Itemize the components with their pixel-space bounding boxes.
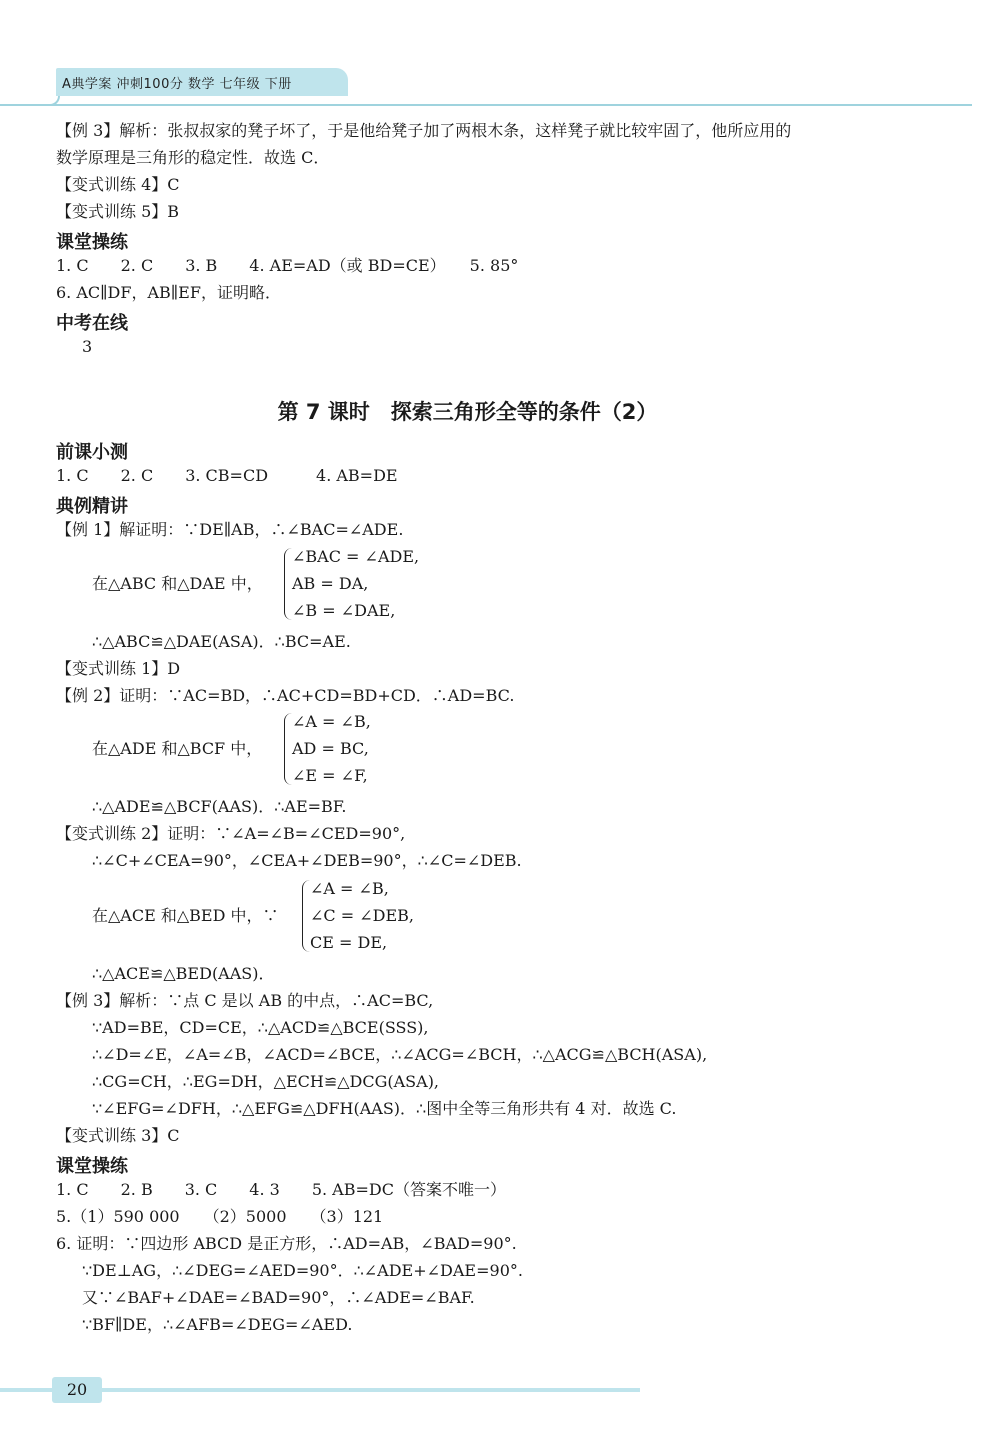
system-line: ∠A = ∠B,	[292, 712, 371, 731]
section-heading: 课堂操练	[56, 1156, 128, 1177]
system-line: AD = BC,	[292, 739, 369, 758]
text-line: 【例 2】证明：∵AC=BD，∴AC+CD=BD+CD．∴AD=BC.	[56, 686, 515, 705]
lesson-title: 第 7 课时 探索三角形全等的条件（2）	[277, 400, 658, 424]
text-line: 【变式训练 1】D	[56, 659, 181, 678]
text-line: 数学原理是三角形的稳定性．故选 C．	[56, 148, 330, 167]
text-line: 1. C 2. C 3. CB=CD 4. AB=DE	[56, 466, 398, 485]
system-line: ∠BAC = ∠ADE,	[292, 547, 420, 566]
text-line: ∴△ACE≌△BED(AAS)．	[92, 964, 275, 983]
text-line: 在△ABC 和△DAE 中，	[92, 574, 263, 593]
text-line: 5.（1）590 000 （2）5000 （3）121	[56, 1207, 384, 1226]
system-line: AB = DA,	[292, 574, 369, 593]
running-header	[56, 68, 348, 96]
text-line: 【例 3】解析：∵点 C 是以 AB 的中点，∴AC=BC,	[56, 991, 434, 1010]
section-heading: 课堂操练	[56, 232, 128, 253]
text-line: 在△ADE 和△BCF 中，	[92, 739, 263, 758]
text-line: ∵DE⊥AG，∴∠DEG=∠AED=90°．∴∠ADE+∠DAE=90°.	[82, 1261, 523, 1280]
text-line: 1. C 2. C 3. B 4. AE=AD（或 BD=CE） 5. 85°	[56, 256, 519, 275]
page-number: 20	[52, 1377, 102, 1403]
text-line: 【例 3】解析：张叔叔家的凳子坏了，于是他给凳子加了两根木条，这样凳子就比较牢固了，他所应用的	[56, 121, 792, 140]
text-line: 6. AC∥DF，AB∥EF，证明略．	[56, 283, 281, 302]
text-line: ∴△ADE≌△BCF(AAS)．∴AE=BF.	[92, 797, 347, 816]
system-line: ∠A = ∠B,	[310, 879, 389, 898]
text-line: 在△ACE 和△BED 中，∵	[92, 906, 279, 925]
text-line: 1. C 2. B 3. C 4. 3 5. AB=DC（答案不唯一）	[56, 1180, 506, 1199]
system-line: CE = DE,	[310, 933, 388, 952]
text-line: ∵AD=BE，CD=CE，∴△ACD≌△BCE(SSS),	[92, 1018, 429, 1037]
text-line: 6. 证明：∵四边形 ABCD 是正方形，∴AD=AB，∠BAD=90°.	[56, 1234, 517, 1253]
system-line: ∠C = ∠DEB,	[310, 906, 414, 925]
text-line: ∴CG=CH，∴EG=DH，△ECH≌△DCG(ASA),	[92, 1072, 440, 1091]
text-line: ∴∠C+∠CEA=90°，∠CEA+∠DEB=90°，∴∠C=∠DEB.	[92, 851, 522, 870]
running-title: A典学案 冲刺100分 数学 七年级 下册	[62, 77, 292, 92]
text-line: ∵BF∥DE，∴∠AFB=∠DEG=∠AED.	[82, 1315, 353, 1334]
text-line: 3	[82, 337, 93, 356]
text-line: ∴△ABC≌△DAE(ASA)．∴BC=AE.	[92, 632, 351, 651]
text-line: ∵∠EFG=∠DFH，∴△EFG≌△DFH(AAS)．∴图中全等三角形共有 4 对．故选 C.	[92, 1099, 677, 1118]
text-line: ∴∠D=∠E，∠A=∠B，∠ACD=∠BCE，∴∠ACG=∠BCH，∴△ACG≌△BCH(ASA),	[92, 1045, 708, 1064]
text-line: 【变式训练 4】C	[56, 175, 180, 194]
system-line: ∠B = ∠DAE,	[292, 601, 396, 620]
system-line: ∠E = ∠F,	[292, 766, 368, 785]
text-line: 【变式训练 3】C	[56, 1126, 180, 1145]
section-heading: 前课小测	[56, 442, 128, 463]
text-line: 又∵∠BAF+∠DAE=∠BAD=90°，∴∠ADE=∠BAF.	[82, 1288, 475, 1307]
section-heading: 中考在线	[56, 313, 128, 334]
text-line: 【变式训练 2】证明：∵∠A=∠B=∠CED=90°,	[56, 824, 406, 843]
header-rule	[0, 104, 972, 106]
section-heading: 典例精讲	[56, 496, 128, 517]
text-line: 【变式训练 5】B	[56, 202, 180, 221]
text-line: 【例 1】解证明：∵DE∥AB，∴∠BAC=∠ADE.	[56, 520, 404, 539]
